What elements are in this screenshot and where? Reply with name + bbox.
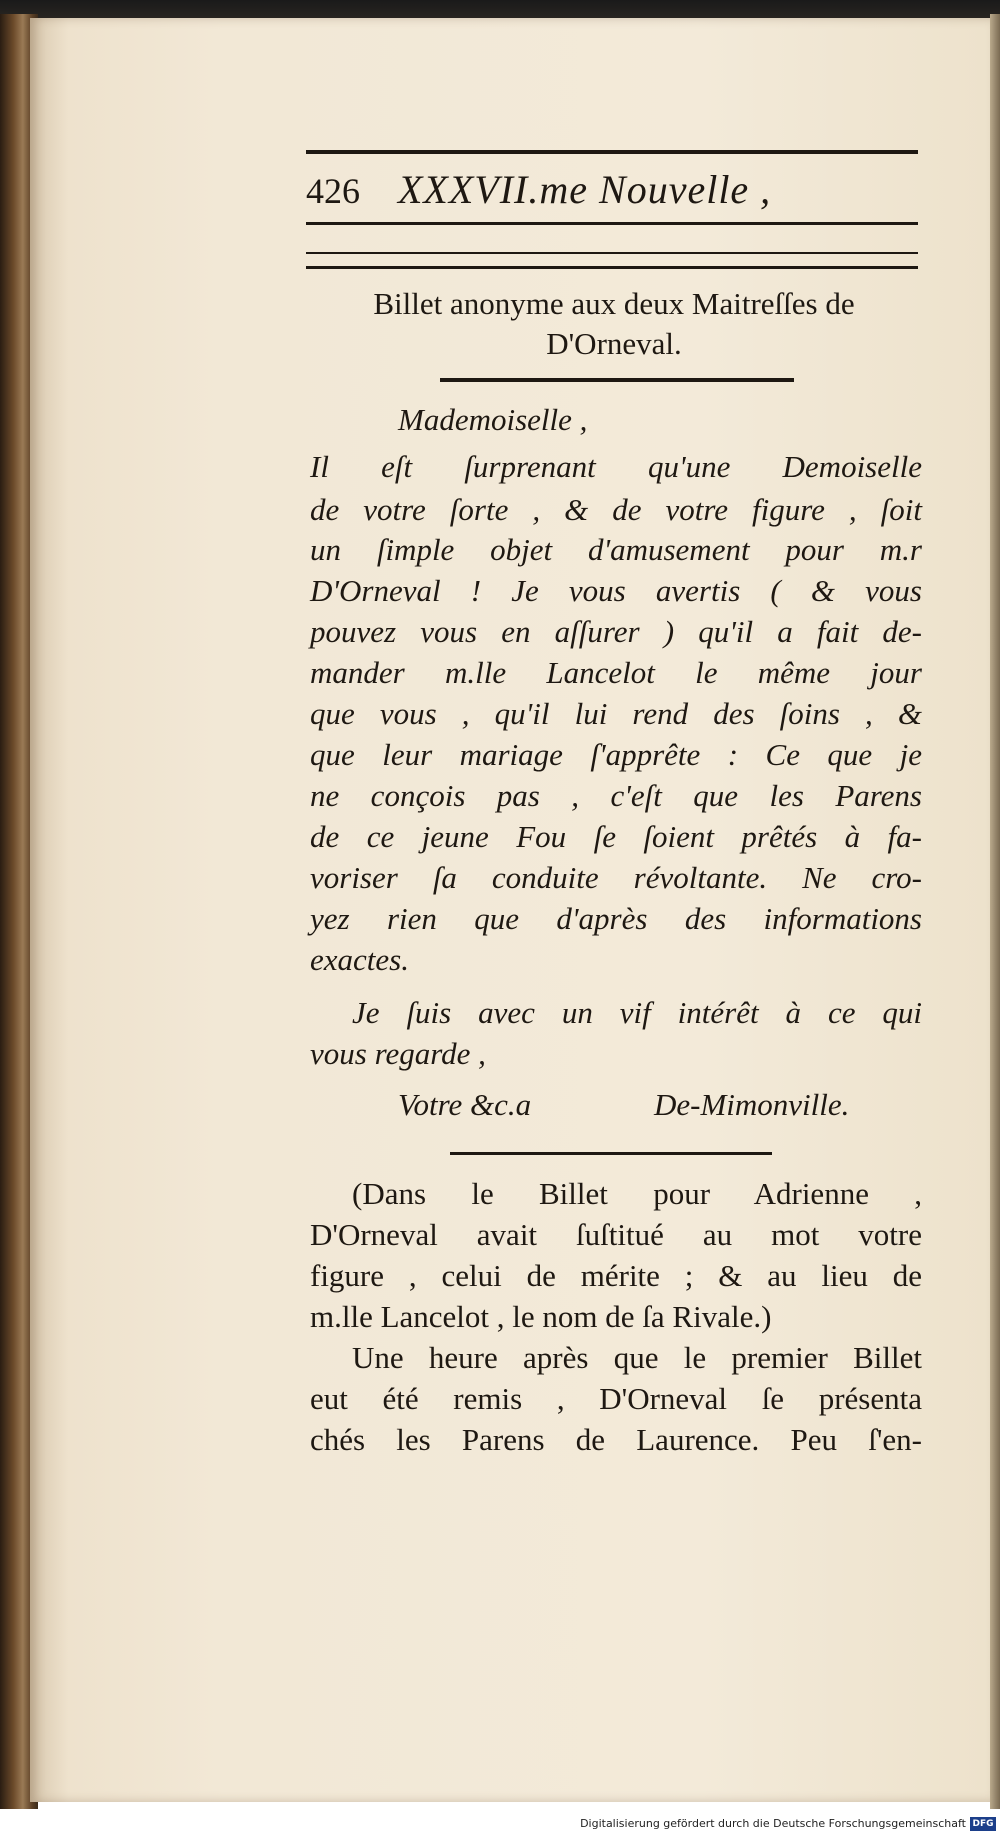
digitization-credit: Digitalisierung gefördert durch die Deutsche Forschungsgemeinschaft xyxy=(580,1817,966,1830)
header-rule-thin xyxy=(306,252,918,254)
letter-line: ne conçois pas , c'eſt que les Parens xyxy=(310,778,922,813)
narrative-line: figure , celui de mérite ; & au lieu de xyxy=(310,1258,922,1293)
section-title-line: D'Orneval. xyxy=(546,326,682,361)
narrative-line: D'Orneval avait ſuſtitué au mot votre xyxy=(310,1217,922,1252)
header-rule-mid xyxy=(306,222,918,225)
letter-line: Il eſt ſurprenant qu'une Demoiselle xyxy=(310,449,922,484)
letter-line: que leur mariage ſ'apprête : Ce que je xyxy=(310,737,922,772)
page-header xyxy=(306,166,916,214)
header-rule-bottom xyxy=(306,266,918,269)
footer-strip xyxy=(0,1809,1000,1835)
letter-line: un ſimple objet d'amusement pour m.r xyxy=(310,532,922,567)
letter-line: yez rien que d'après des informations xyxy=(310,901,922,936)
page-number: 426 xyxy=(306,171,360,211)
letter-end-rule xyxy=(450,1152,772,1155)
narrative-line: Une heure après que le premier Billet xyxy=(352,1340,922,1375)
page-edge xyxy=(990,14,1000,1809)
letter-line: de ce jeune Fou ſe ſoient prêtés à fa- xyxy=(310,819,922,854)
signoff-right: De-Mimonville. xyxy=(654,1087,850,1122)
letter-salutation: Mademoiselle , xyxy=(398,402,588,437)
narrative-line: chés les Parens de Laurence. Peu ſ'en- xyxy=(310,1422,922,1457)
header-rule-top xyxy=(306,150,918,154)
letter-line: pouvez vous en aſſurer ) qu'il a fait de- xyxy=(310,614,922,649)
title-rule xyxy=(440,378,794,382)
narrative-line: eut été remis , D'Orneval ſe présenta xyxy=(310,1381,922,1416)
section-title-line: Billet anonyme aux deux Maitreſſes de xyxy=(373,286,855,321)
narrative-line: m.lle Lancelot , le nom de ſa Rivale.) xyxy=(310,1299,772,1334)
section-title xyxy=(306,284,922,364)
narrative-line: (Dans le Billet pour Adrienne , xyxy=(352,1176,922,1211)
letter-line: mander m.lle Lancelot le même jour xyxy=(310,655,922,690)
dfg-logo: DFG xyxy=(970,1817,996,1831)
letter-closing: Je ſuis avec un vif intérêt à ce qui xyxy=(352,995,922,1030)
letter-line: exactes. xyxy=(310,942,409,977)
letter-closing: vous regarde , xyxy=(310,1036,486,1071)
running-head: XXXVII.me Nouvelle , xyxy=(398,167,772,212)
letter-line: de votre ſorte , & de votre figure , ſoit xyxy=(310,492,922,527)
letter-line: D'Orneval ! Je vous avertis ( & vous xyxy=(310,573,922,608)
letter-line: voriser ſa conduite révoltante. Ne cro- xyxy=(310,860,922,895)
letter-line: que vous , qu'il lui rend des ſoins , & xyxy=(310,696,922,731)
signoff-left: Votre &c.a xyxy=(398,1087,532,1122)
